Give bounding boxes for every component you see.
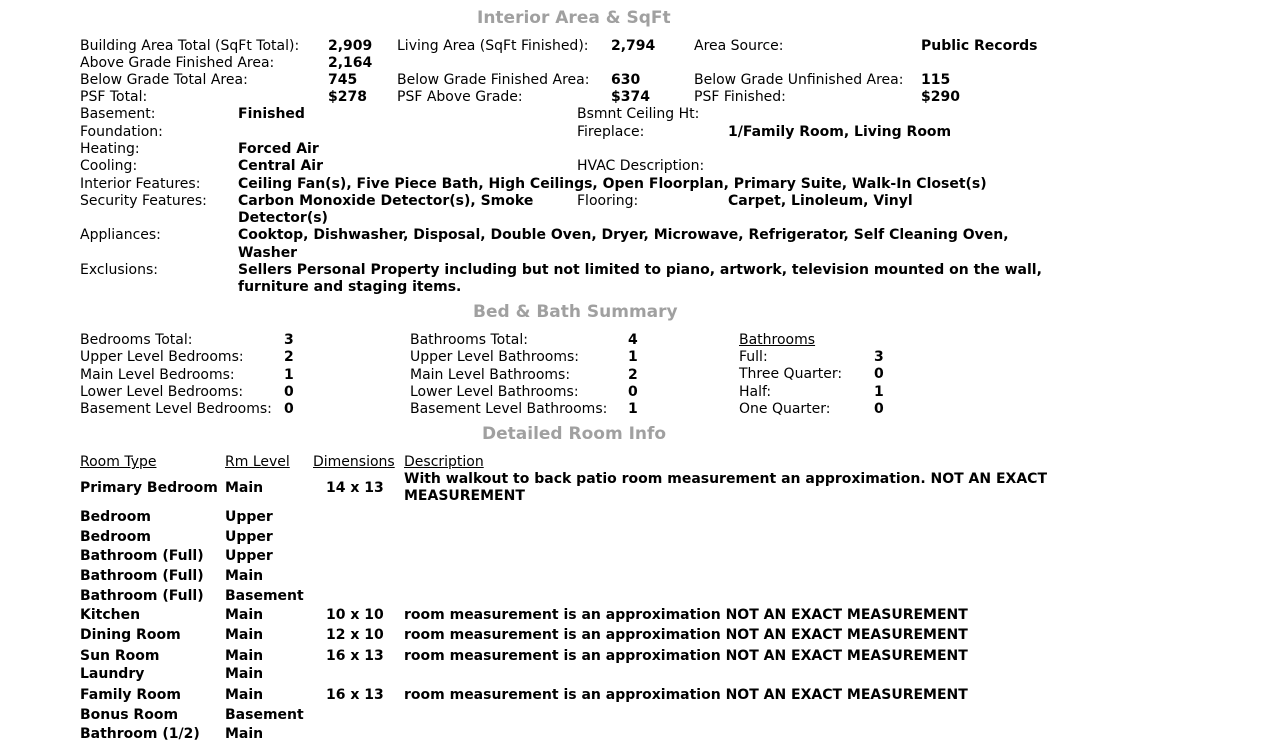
room-level: Basement xyxy=(225,707,304,723)
bedroom-stat-value: 0 xyxy=(284,383,294,400)
basement-value: Finished xyxy=(238,106,305,122)
interior-section-header: Interior Area & SqFt xyxy=(477,8,671,28)
above-grade-finished-value: 2,164 xyxy=(328,55,373,71)
room-type: Bathroom (Full) xyxy=(80,548,204,564)
room-level: Main xyxy=(225,726,264,742)
primary-bedroom-desc-line2: MEASUREMENT xyxy=(404,488,525,504)
bath-type-label: Half: xyxy=(739,383,772,400)
bathroom-stat-label: Lower Level Bathrooms: xyxy=(410,383,579,400)
appliances-value-line1: Cooktop, Dishwasher, Disposal, Double Oven, Dryer, Microwave, Refrigerator, Self Cleaning Oven, xyxy=(238,227,1009,243)
flooring-value: Carpet, Linoleum, Vinyl xyxy=(728,193,913,209)
security-features-value-line2: Detector(s) xyxy=(238,210,328,226)
room-type: Bedroom xyxy=(80,509,151,525)
building-area-total-label: Building Area Total (SqFt Total): xyxy=(80,38,300,54)
security-features-label: Security Features: xyxy=(80,193,207,209)
bath-type-label: Full: xyxy=(739,349,768,365)
bath-type-label: Three Quarter: xyxy=(739,366,843,383)
below-grade-unfinished-value: 115 xyxy=(921,72,951,88)
room-level: Main xyxy=(225,607,264,623)
room-dimensions: 16 x 13 xyxy=(326,648,384,664)
psf-finished-label: PSF Finished: xyxy=(694,89,786,105)
room-type: Laundry xyxy=(80,666,145,682)
below-grade-unfinished-label: Below Grade Unfinished Area: xyxy=(694,72,904,88)
room-dimensions: 12 x 10 xyxy=(326,627,384,643)
fireplace-value: 1/Family Room, Living Room xyxy=(728,124,952,140)
bathroom-stat-label: Basement Level Bathrooms: xyxy=(410,401,608,418)
room-level: Upper xyxy=(225,548,273,564)
bathroom-stat-value: 2 xyxy=(628,366,638,383)
area-source-label: Area Source: xyxy=(694,38,784,54)
room-level: Main xyxy=(225,568,264,584)
bathroom-stat-label: Upper Level Bathrooms: xyxy=(410,349,580,366)
bathroom-stat-value: 1 xyxy=(628,349,638,366)
room-description: room measurement is an approximation NOT AN EXACT MEASUREMENT xyxy=(404,607,968,623)
bath-types-heading: Bathrooms xyxy=(739,332,816,348)
col-rm-level: Rm Level xyxy=(225,454,290,470)
room-dimensions: 16 x 13 xyxy=(326,687,384,703)
room-level: Upper xyxy=(225,529,273,545)
bedroom-stat-label: Bedrooms Total: xyxy=(80,332,193,348)
bedroom-stat-value: 1 xyxy=(284,366,294,383)
below-grade-finished-value: 630 xyxy=(611,72,641,88)
interior-features-value: Ceiling Fan(s), Five Piece Bath, High Ceilings, Open Floorplan, Primary Suite, Walk-In Closet(s) xyxy=(238,176,987,192)
room-dimensions: 10 x 10 xyxy=(326,607,384,623)
bath-type-label: One Quarter: xyxy=(739,400,831,417)
bedroom-stat-value: 3 xyxy=(284,332,294,348)
room-type: Dining Room xyxy=(80,627,181,643)
room-type: Bathroom (1/2) xyxy=(80,726,200,742)
room-level: Main xyxy=(225,666,264,682)
room-type: Bedroom xyxy=(80,529,151,545)
room-type: Sun Room xyxy=(80,648,160,664)
psf-above-grade-label: PSF Above Grade: xyxy=(397,89,523,105)
bedroom-stat-value: 2 xyxy=(284,349,294,366)
fireplace-label: Fireplace: xyxy=(577,124,645,140)
room-level: Main xyxy=(225,687,264,703)
below-grade-total-label: Below Grade Total Area: xyxy=(80,72,248,88)
room-type: Kitchen xyxy=(80,607,141,623)
room-level: Main xyxy=(225,480,264,496)
area-source-value: Public Records xyxy=(921,38,1038,54)
col-description: Description xyxy=(404,454,484,470)
room-type: Bonus Room xyxy=(80,707,179,723)
bedroom-stat-label: Lower Level Bedrooms: xyxy=(80,383,244,400)
room-description: room measurement is an approximation NOT AN EXACT MEASUREMENT xyxy=(404,648,968,664)
exclusions-value-line1: Sellers Personal Property including but not limited to piano, artwork, television mounted on the wall, xyxy=(238,262,1042,278)
primary-bedroom-desc-line1: With walkout to back patio room measurement an approximation. NOT AN EXACT xyxy=(404,471,1047,487)
room-level: Basement xyxy=(225,588,304,604)
psf-above-grade-value: $374 xyxy=(611,89,650,105)
room-type: Primary Bedroom xyxy=(80,480,218,496)
col-dimensions: Dimensions xyxy=(313,454,395,470)
bath-type-value: 0 xyxy=(874,400,884,417)
bedroom-stat-value: 0 xyxy=(284,401,294,418)
bedroom-stat-label: Basement Level Bedrooms: xyxy=(80,401,272,418)
room-dimensions: 14 x 13 xyxy=(326,480,384,496)
cooling-label: Cooling: xyxy=(80,158,138,174)
basement-label: Basement: xyxy=(80,106,156,122)
bath-type-value: 1 xyxy=(874,383,884,400)
psf-total-label: PSF Total: xyxy=(80,89,148,105)
interior-features-label: Interior Features: xyxy=(80,176,201,192)
rooms-section-header: Detailed Room Info xyxy=(482,424,667,444)
col-room-type: Room Type xyxy=(80,454,157,470)
bathroom-stat-label: Main Level Bathrooms: xyxy=(410,366,571,383)
psf-finished-value: $290 xyxy=(921,89,960,105)
appliances-value-line2: Washer xyxy=(238,245,298,261)
bsmnt-ceiling-label: Bsmnt Ceiling Ht: xyxy=(577,106,700,122)
room-level: Main xyxy=(225,648,264,664)
psf-total-value: $278 xyxy=(328,89,367,105)
room-type: Bathroom (Full) xyxy=(80,588,204,604)
bath-type-value: 3 xyxy=(874,349,884,365)
security-features-value-line1: Carbon Monoxide Detector(s), Smoke xyxy=(238,193,534,209)
bathroom-stat-value: 4 xyxy=(628,332,638,348)
bathroom-stat-value: 0 xyxy=(628,383,638,400)
room-level: Main xyxy=(225,627,264,643)
appliances-label: Appliances: xyxy=(80,227,161,243)
room-level: Upper xyxy=(225,509,273,525)
bedroom-stat-label: Main Level Bedrooms: xyxy=(80,366,235,383)
below-grade-finished-label: Below Grade Finished Area: xyxy=(397,72,590,88)
below-grade-total-value: 745 xyxy=(328,72,358,88)
bath-type-value: 0 xyxy=(874,366,884,383)
room-type: Bathroom (Full) xyxy=(80,568,204,584)
building-area-total-value: 2,909 xyxy=(328,38,373,54)
bedbath-section-header: Bed & Bath Summary xyxy=(473,302,678,322)
above-grade-finished-label: Above Grade Finished Area: xyxy=(80,55,275,71)
hvac-label: HVAC Description: xyxy=(577,158,705,174)
foundation-label: Foundation: xyxy=(80,124,163,140)
heating-label: Heating: xyxy=(80,141,140,157)
room-description: room measurement is an approximation NOT AN EXACT MEASUREMENT xyxy=(404,627,968,643)
cooling-value: Central Air xyxy=(238,158,323,174)
exclusions-value-line2: furniture and staging items. xyxy=(238,279,462,295)
room-type: Family Room xyxy=(80,687,181,703)
bathroom-stat-label: Bathrooms Total: xyxy=(410,332,528,348)
bedroom-stat-label: Upper Level Bedrooms: xyxy=(80,349,244,366)
room-description: room measurement is an approximation NOT AN EXACT MEASUREMENT xyxy=(404,687,968,703)
exclusions-label: Exclusions: xyxy=(80,262,158,278)
heating-value: Forced Air xyxy=(238,141,319,157)
flooring-label: Flooring: xyxy=(577,193,639,209)
living-area-value: 2,794 xyxy=(611,38,656,54)
living-area-label: Living Area (SqFt Finished): xyxy=(397,38,589,54)
bathroom-stat-value: 1 xyxy=(628,401,638,418)
